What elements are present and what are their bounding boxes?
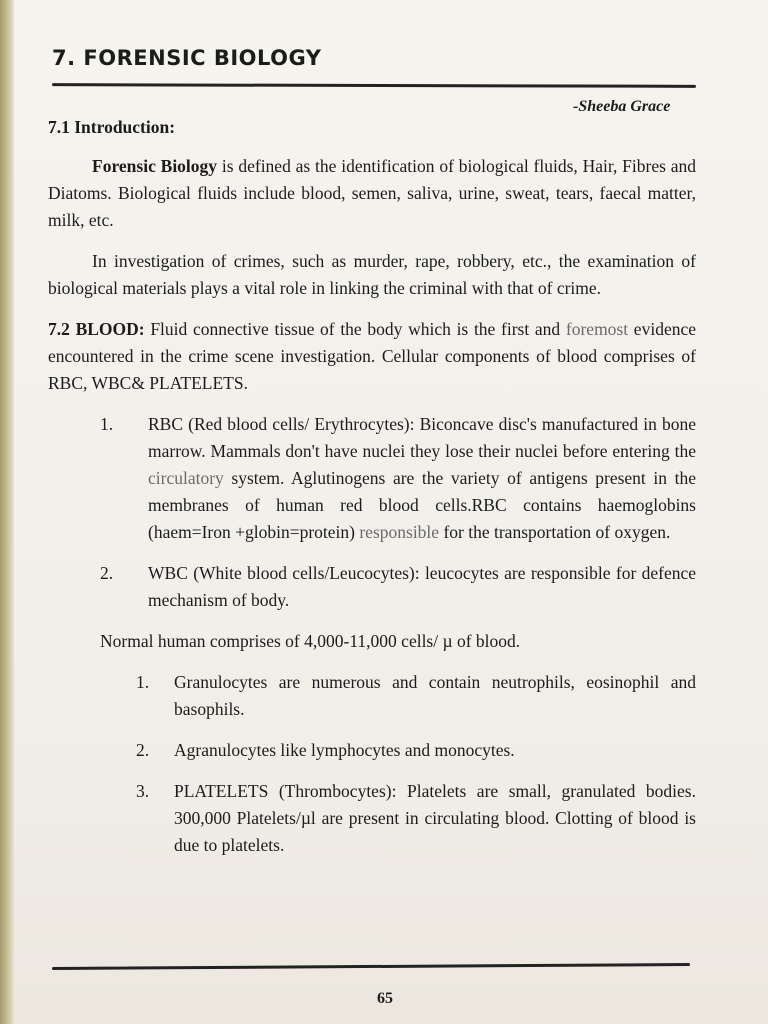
list-number: 1. bbox=[100, 414, 114, 434]
blood-text-faded: foremost bbox=[565, 319, 629, 339]
page-content bbox=[48, 114, 696, 873]
chapter-title: 7. FORENSIC BIOLOGY bbox=[52, 46, 322, 70]
rbc-text-b: system. Aglutinogens are the variety of antigens present in the membranes of human red blood cells.RBC contains haemoglobins (haem=Iron +globin=protein) bbox=[148, 468, 696, 542]
list-item-text bbox=[148, 411, 696, 546]
rbc-text-faded-1: circulatory bbox=[148, 468, 224, 488]
sub-item-agranulocytes bbox=[48, 737, 696, 764]
author-name: -Sheeba Grace bbox=[573, 98, 671, 115]
list-item-wbc bbox=[48, 560, 696, 614]
list-item-text: Granulocytes are numerous and contain neutrophils, eosinophil and basophils. bbox=[174, 672, 696, 719]
blood-text-b: evidence encountered in the crime scene investigation. Cellular components of blood comprises of RBC, WBC& PLATELETS. bbox=[48, 319, 696, 393]
blood-text-a: Fluid connective tissue of the body which is the first and bbox=[144, 319, 566, 339]
list-number: 3. bbox=[136, 781, 150, 801]
list-item-rbc bbox=[48, 411, 696, 546]
blood-paragraph bbox=[48, 316, 696, 397]
list-number: 1. bbox=[136, 672, 150, 692]
rbc-text-a: RBC (Red blood cells/ Erythrocytes): Biconcave disc's manufactured in bone marrow. Mammals don't have nuclei they lose their nuclei before entering the bbox=[148, 414, 696, 461]
sub-item-platelets bbox=[48, 778, 696, 859]
list-item-text: WBC (White blood cells/Leucocytes): leucocytes are responsible for defence mechanism of body. bbox=[148, 563, 696, 610]
book-spine-edge bbox=[0, 0, 14, 1024]
intro-paragraph-2: In investigation of crimes, such as murder, rape, robbery, etc., the examination of biological materials plays a vital role in linking the criminal with that of crime. bbox=[48, 251, 696, 298]
sub-item-granulocytes bbox=[48, 669, 696, 723]
page-number: 65 bbox=[377, 990, 393, 1007]
rbc-text-c: for the transportation of oxygen. bbox=[439, 522, 671, 542]
list-item-text: Agranulocytes like lymphocytes and monocytes. bbox=[174, 740, 515, 760]
normal-count-line: Normal human comprises of 4,000-11,000 cells/ µ of blood. bbox=[100, 631, 521, 651]
term-forensic-biology: Forensic Biology bbox=[92, 156, 218, 176]
blood-cell-list bbox=[48, 411, 696, 614]
intro-paragraph-1 bbox=[48, 153, 696, 234]
blood-heading: 7.2 BLOOD: bbox=[48, 319, 145, 339]
intro-heading: 7.1 Introduction: bbox=[48, 117, 176, 137]
list-number: 2. bbox=[100, 563, 114, 583]
wbc-sub-list bbox=[48, 669, 696, 859]
intro-paragraph-1-text: is defined as the identification of biological fluids, Hair, Fibres and Diatoms. Biological fluids include blood, semen, saliva, urine, sweat, tears, faecal matter, milk, etc. bbox=[48, 156, 696, 230]
rbc-text-faded-2: responsible bbox=[359, 522, 440, 542]
list-item-text: PLATELETS (Thrombocytes): Platelets are small, granulated bodies. 300,000 Platelets/µl are present in circulating blood. Clotting of blood is due to platelets. bbox=[174, 781, 696, 855]
list-number: 2. bbox=[136, 740, 150, 760]
